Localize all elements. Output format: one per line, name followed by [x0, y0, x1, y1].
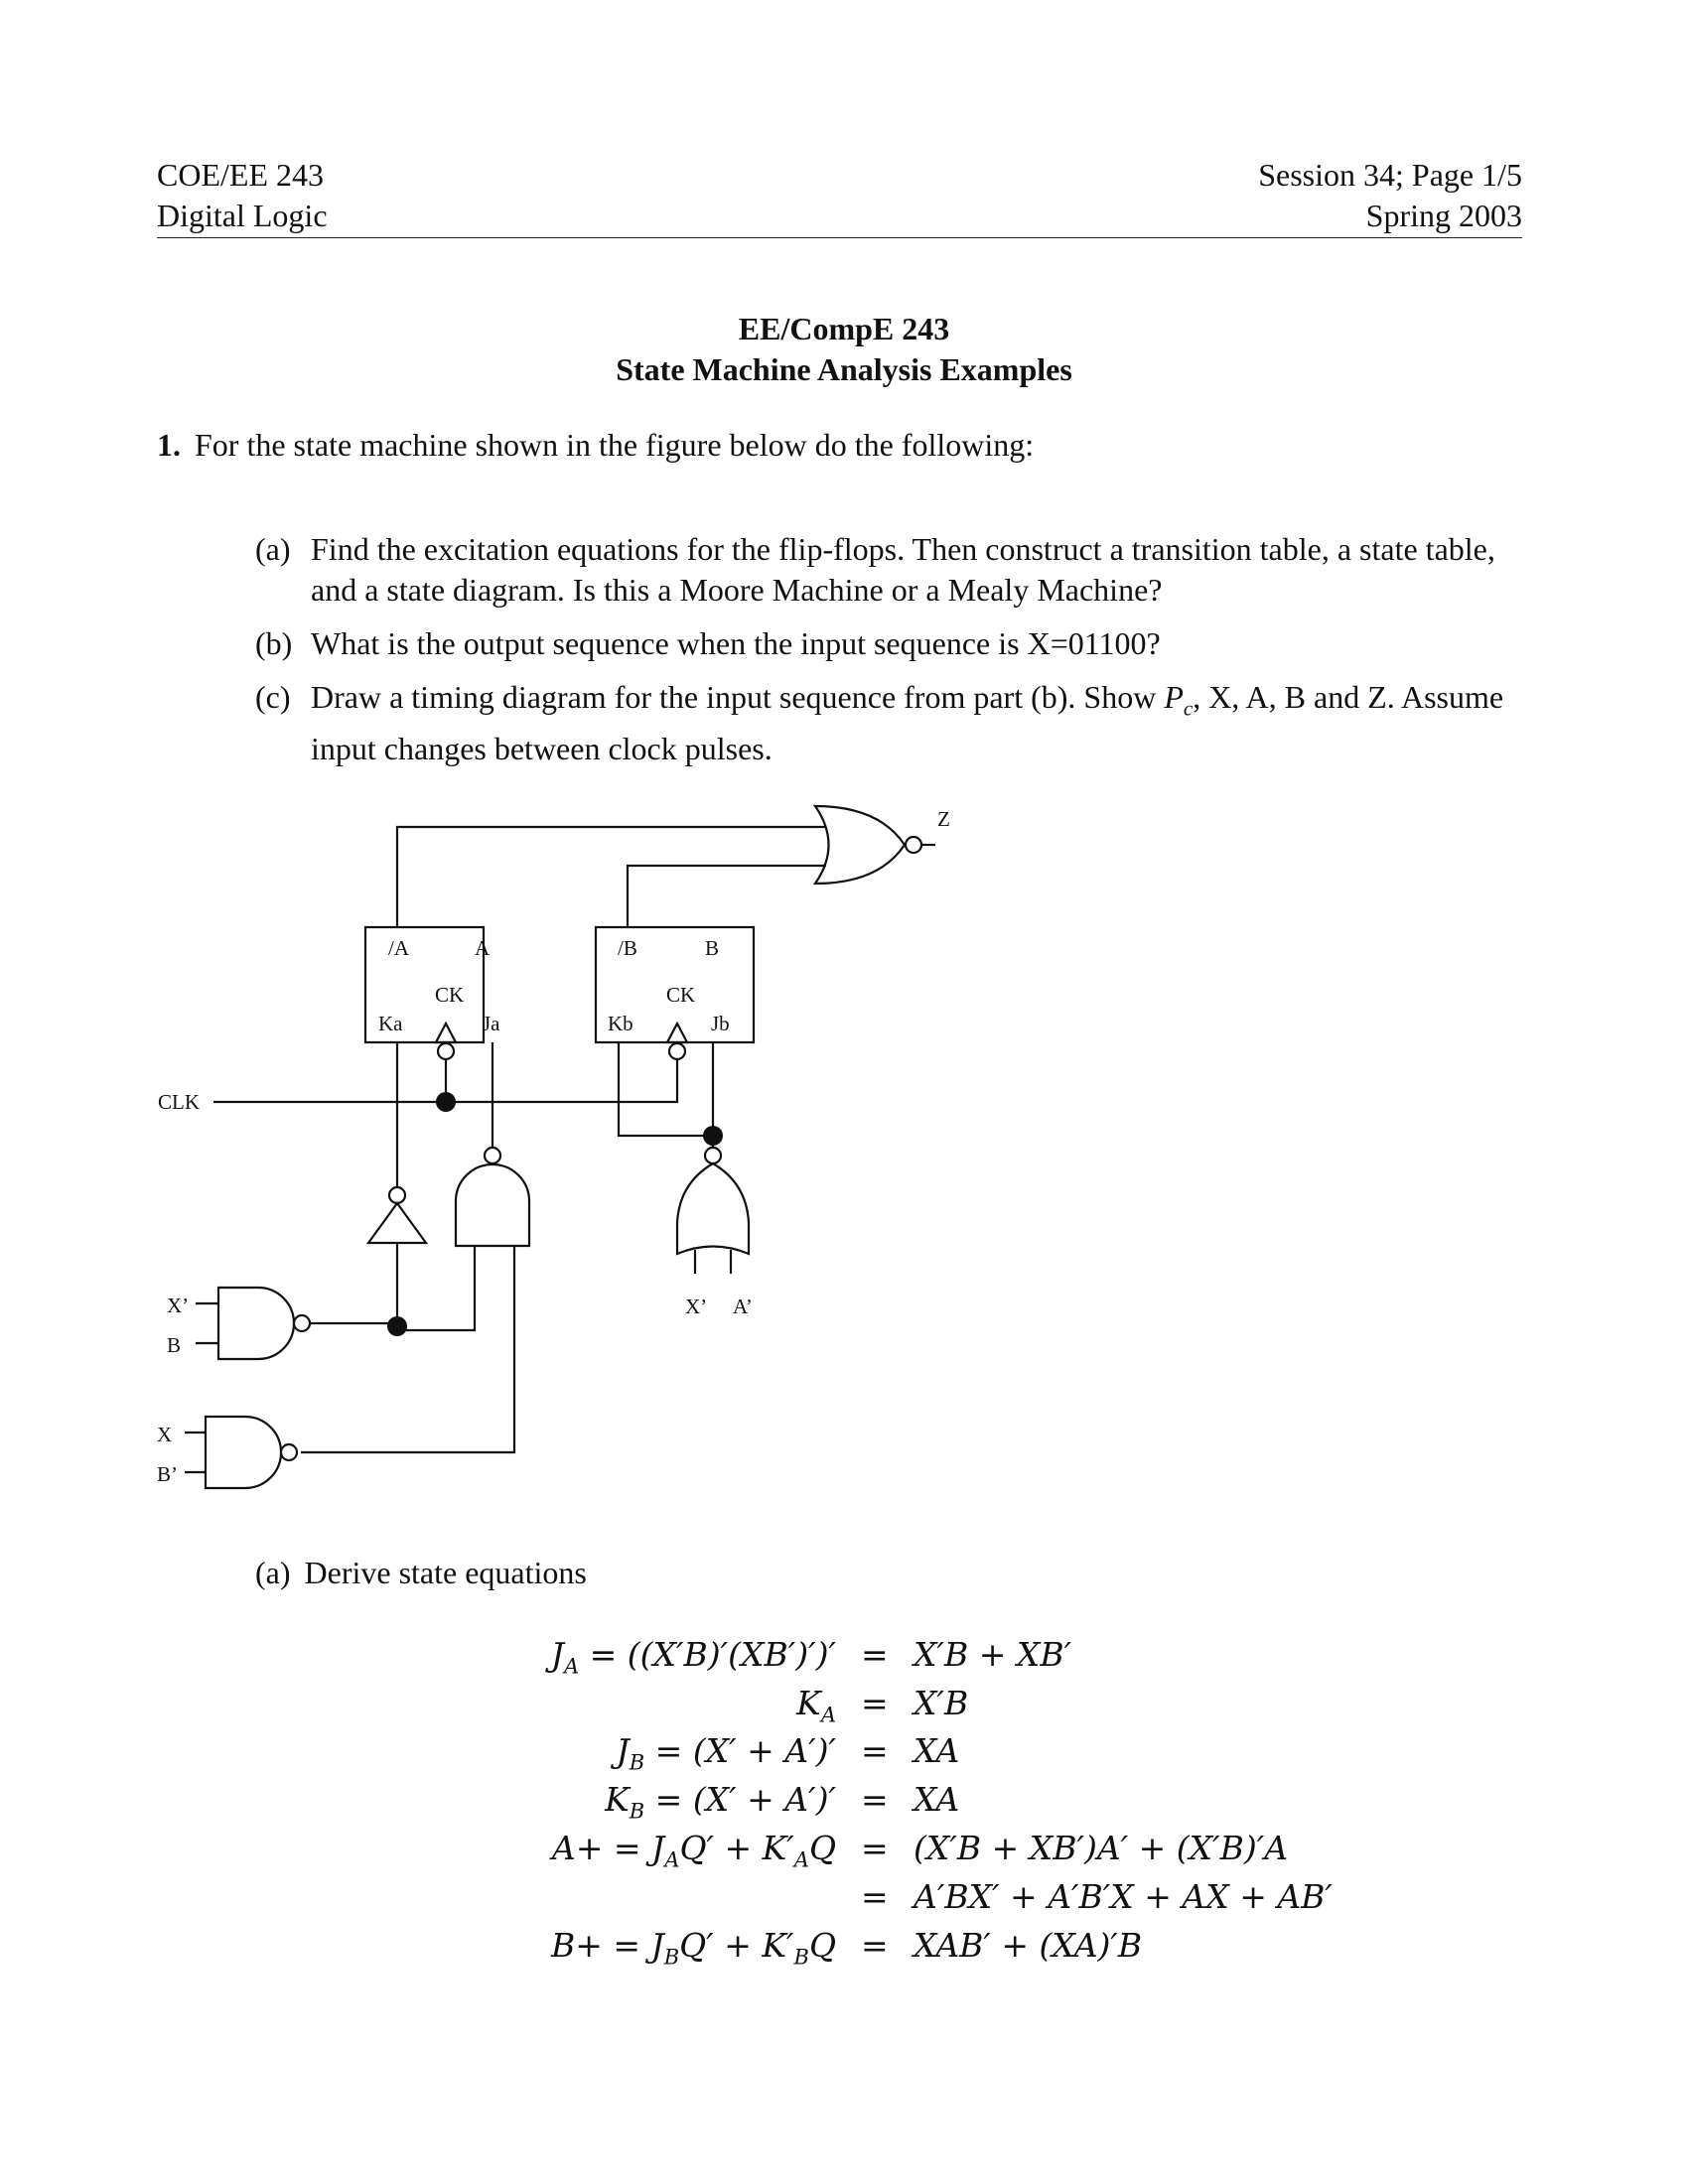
ffa-q-label: A — [475, 936, 491, 960]
not-gate-bubble — [389, 1187, 405, 1203]
course-code: COE/EE 243 — [157, 157, 324, 193]
output-bubble — [906, 837, 921, 853]
wire-notb-to-or — [628, 866, 826, 927]
equation-bplus-lhs: $B+ = J_BQ' + K'_BQ$ — [550, 1926, 836, 1970]
equation-equals: = — [861, 1780, 889, 1819]
not-gate — [368, 1203, 426, 1243]
item-text: What is the output sequence when the input sequence is X=01100? — [311, 625, 1161, 661]
equation-jb-rhs: XA — [914, 1731, 960, 1770]
section-tag: (a) — [255, 1555, 291, 1590]
item-text: Find the excitation equations for the flip-flops. Then construct a transition table, a state table, and a state diagram. Is this a Moore Machine or a Mealy Machine? — [311, 531, 1495, 608]
or-gate-bubble — [705, 1148, 721, 1163]
equation-kb-rhs: XA — [914, 1780, 960, 1819]
and-gate-bubble — [485, 1148, 500, 1163]
item-text-before: Draw a timing diagram for the input sequence from part (b). Show — [311, 679, 1165, 715]
nand1-junction-dot — [387, 1316, 407, 1336]
ffb-k-label: Kb — [608, 1012, 633, 1035]
equation-equals: = — [861, 1829, 889, 1867]
output-z-label: Z — [937, 807, 950, 831]
output-or-gate — [815, 806, 905, 884]
jb-junction-dot — [703, 1126, 723, 1146]
nand-gate-2-bubble — [281, 1444, 297, 1460]
or-input-xnot-label: X’ — [685, 1295, 708, 1318]
section-a-heading — [255, 1553, 587, 1593]
title-line-1: EE/CompE 243 — [738, 311, 950, 346]
ffb-or-gate — [677, 1163, 749, 1254]
wire-nota-to-or — [397, 827, 826, 927]
term: Spring 2003 — [1365, 198, 1522, 233]
or-input-anot-label: A’ — [733, 1295, 753, 1318]
item-tag: (b) — [255, 625, 293, 661]
ffb-q-label: B — [705, 936, 720, 960]
ffb-j-label: Jb — [711, 1012, 730, 1035]
problem-text: For the state machine shown in the figure below do the following: — [195, 427, 1035, 463]
ffb-clock-bubble — [669, 1043, 685, 1059]
section-text: Derive state equations — [304, 1555, 587, 1590]
clock-junction-dot — [436, 1092, 456, 1112]
equation-ka-rhs: X′B — [914, 1684, 969, 1722]
equation-equals: = — [861, 1731, 889, 1770]
nand2-input-bnot-label: B’ — [157, 1462, 178, 1486]
course-subject: Digital Logic — [157, 198, 328, 233]
pc-symbol: $P_c$ — [1164, 679, 1194, 721]
equation-aplus-rhs: (X′B + XB′)A′ + (X′B)′A — [914, 1829, 1289, 1867]
equation-jb-lhs: $J_B = (X' + A')'$ — [616, 1731, 836, 1775]
session-page: Session 34; Page 1/5 — [1258, 157, 1522, 193]
item-tag: (a) — [255, 531, 291, 567]
nand-gate-1 — [218, 1288, 294, 1359]
ffa-clock-triangle — [436, 1024, 456, 1042]
ffa-j-label: Ja — [483, 1012, 500, 1035]
equation-equals: = — [861, 1926, 889, 1965]
ffa-ck-label: CK — [435, 983, 465, 1007]
nand1-input-b-label: B — [167, 1333, 182, 1357]
ffa-qbar-label: /A — [388, 936, 409, 960]
item-text-after: , X, A, B and Z. Assume input changes between clock pulses. — [311, 679, 1504, 767]
ffb-qbar-label: /B — [618, 936, 637, 960]
and-gate — [456, 1164, 529, 1246]
equation-equals: = — [861, 1877, 889, 1916]
problem-number: 1. — [157, 427, 181, 463]
nand-gate-1-bubble — [294, 1315, 310, 1331]
nand-gate-2 — [206, 1417, 281, 1488]
item-tag: (c) — [255, 679, 291, 715]
nand1-input-xnot-label: X’ — [167, 1294, 190, 1317]
equation-aplus-lhs: $A+ = J_AQ' + K'_AQ$ — [551, 1829, 836, 1872]
ffb-ck-label: CK — [666, 983, 696, 1007]
nand2-input-x-label: X — [157, 1423, 173, 1446]
equation-kb-lhs: $K_B = (X' + A')'$ — [605, 1780, 836, 1824]
equation-equals: = — [861, 1684, 889, 1722]
equation-ja-lhs: $J_A = ((X'B)'(XB')')'$ — [550, 1635, 836, 1679]
equation-aplus-cont-rhs: A′BX′ + A′B′X + AX + AB′ — [914, 1877, 1333, 1916]
equation-bplus-rhs: XAB′ + (XA)′B — [914, 1926, 1143, 1965]
equation-equals: = — [861, 1635, 889, 1674]
equation-ja-rhs: X′B + XB′ — [914, 1635, 1072, 1674]
clock-label: CLK — [158, 1090, 200, 1114]
ffa-clock-bubble — [438, 1043, 454, 1059]
title-line-2: State Machine Analysis Examples — [616, 351, 1072, 387]
ffb-clock-triangle — [667, 1024, 687, 1042]
equation-ka-lhs: $K_A$ — [796, 1684, 836, 1727]
ffa-k-label: Ka — [378, 1012, 403, 1035]
